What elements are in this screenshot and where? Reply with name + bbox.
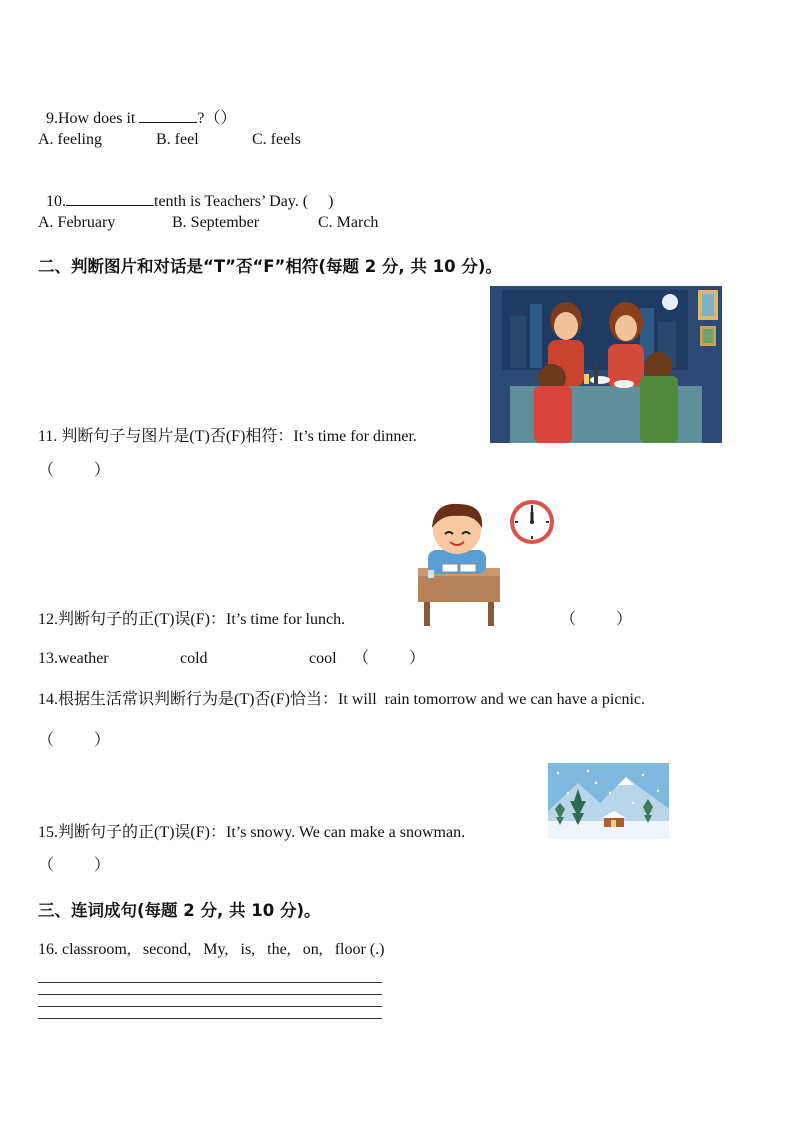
q13-word-2: cold [180,650,208,667]
question-10 [38,171,333,212]
q15-answer-bracket[interactable]: （ ） [38,857,111,874]
q9-option-a[interactable]: A. feeling [38,131,102,148]
question-11: 11. 判断句子与图片是(T)否(F)相符：It’s time for dinner. [38,428,417,445]
family-dinner-image [490,286,722,443]
question-15: 15.判断句子的正(T)误(F)：It’s snowy. We can make a snowman. [38,824,466,841]
question-12: 12.判断句子的正(T)误(F)：It’s time for lunch. [38,611,346,628]
q9-option-b[interactable]: B. feel [156,131,199,148]
section-2-heading: 二、判断图片和对话是“T”否“F”相符(每题 2 分, 共 10 分)。 [38,257,502,276]
q9-option-c[interactable]: C. feels [252,131,301,148]
q10-prefix: 10. [46,193,66,210]
boy-eating-image [412,498,504,626]
q10-option-c[interactable]: C. March [318,214,379,231]
clock-icon [508,498,556,546]
q10-text: tenth is Teachers’ Day. ( [154,193,309,210]
q9-answer-blank[interactable] [139,108,197,123]
q9-suffix: ?（） [197,110,237,127]
q13-word-3: cool [309,650,337,667]
question-16: 16. classroom, second, My, is, the, on, floor (.) [38,941,385,958]
snowy-scene-image [548,763,669,839]
q14-answer-bracket[interactable]: （ ） [38,732,111,749]
question-9 [38,88,236,129]
answer-line-3[interactable] [38,1006,382,1007]
section-3-heading: 三、连词成句(每题 2 分, 共 10 分)。 [38,901,321,920]
answer-line-1[interactable] [38,982,382,983]
q11-answer-bracket[interactable]: （ ） [38,462,111,479]
q10-option-a[interactable]: A. February [38,214,116,231]
answer-line-2[interactable] [38,994,382,995]
q13-word-1: 13.weather [38,650,109,667]
q9-prefix: 9.How does it [46,110,140,127]
q10-close: ) [328,193,334,210]
q10-option-b[interactable]: B. September [172,214,260,231]
q10-answer-blank[interactable] [66,191,154,206]
q13-answer-bracket[interactable]: （ ） [353,650,426,667]
question-14: 14.根据生活常识判断行为是(T)否(F)恰当：It will rain tomorrow and we can have a picnic. [38,691,645,708]
answer-line-4[interactable] [38,1018,382,1019]
q12-answer-bracket[interactable]: （ ） [560,611,633,628]
